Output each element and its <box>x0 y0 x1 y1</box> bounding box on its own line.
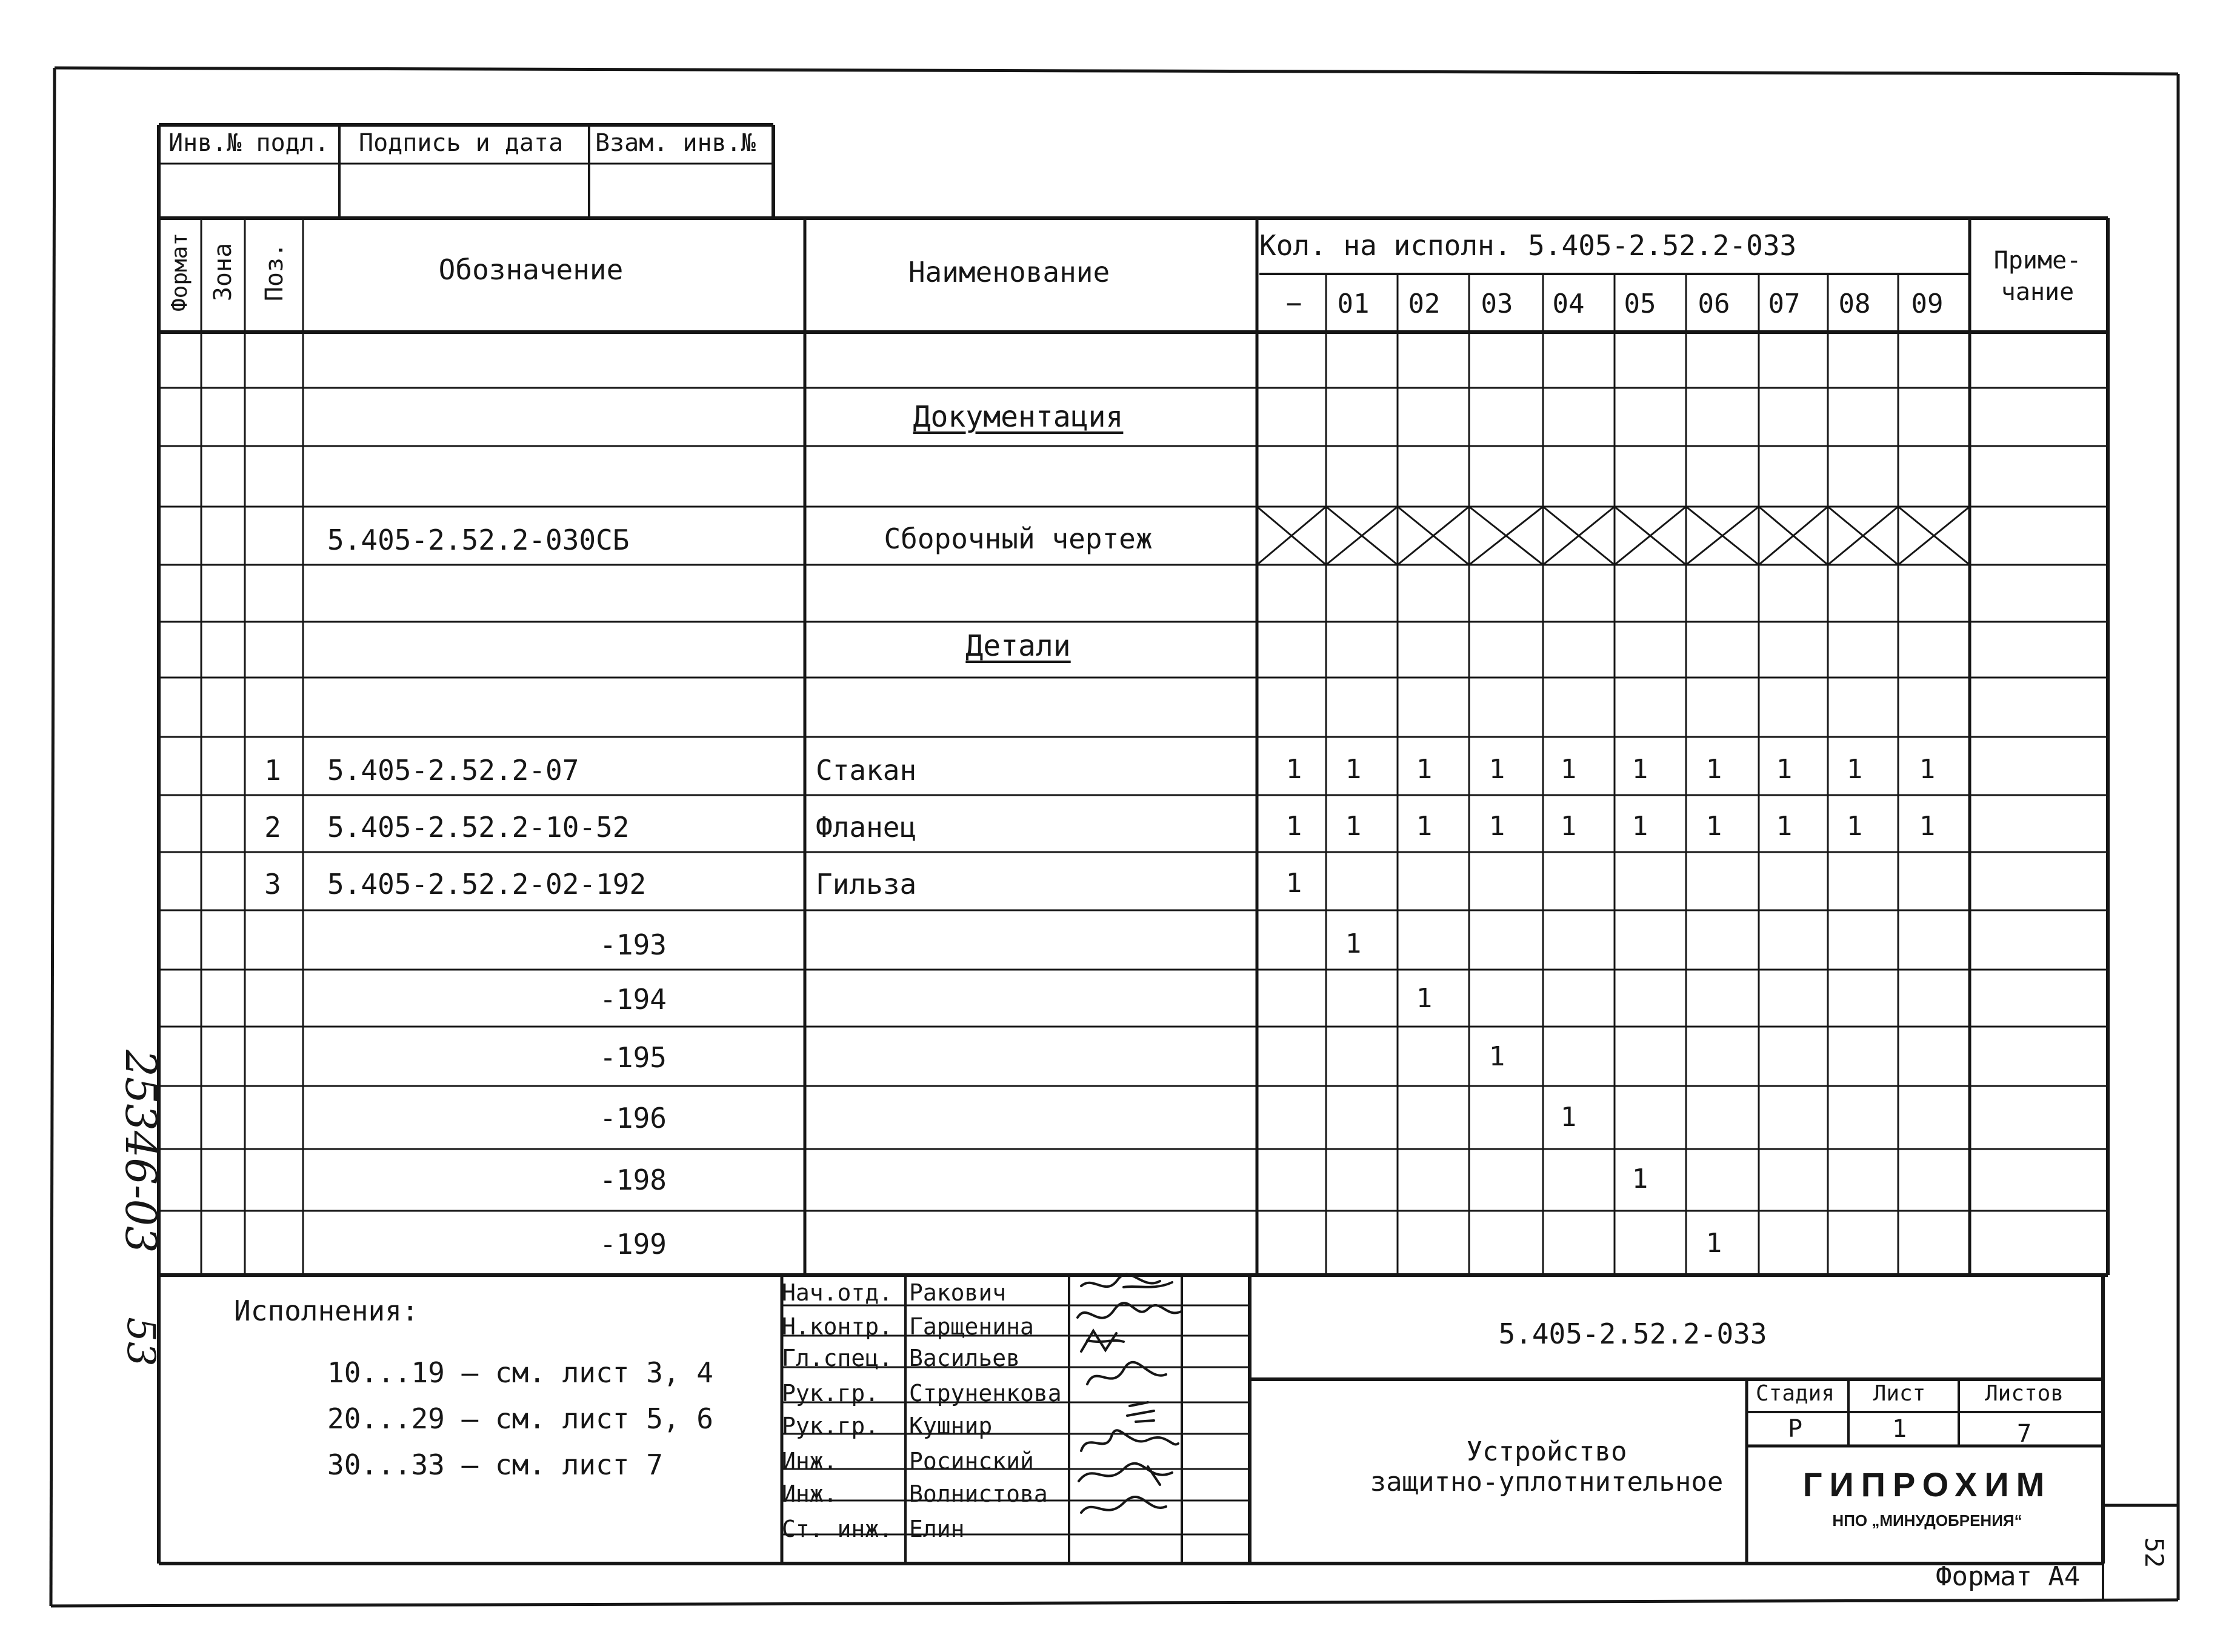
sheets-value: 7 <box>2016 1420 2032 1448</box>
row-qty: 1 <box>1919 754 1936 785</box>
col-header-designation: Обозначение <box>438 253 624 286</box>
variant-header: 04 <box>1552 288 1585 319</box>
row-qty: 1 <box>1776 811 1793 842</box>
variant-header: 03 <box>1481 288 1513 319</box>
variants-line: 30...33 – см. лист 7 <box>327 1448 663 1481</box>
row-qty: 1 <box>1631 1164 1648 1194</box>
org-subname: НПО „МИНУДОБРЕНИЯ“ <box>1832 1511 2022 1530</box>
stamp-header-replace: Взам. инв.№ <box>595 129 756 157</box>
variant-header: 07 <box>1768 288 1801 319</box>
signature-name: Гарщенина <box>909 1313 1034 1340</box>
signature-name: Струненкова <box>909 1380 1062 1407</box>
col-header-zone: Зона <box>209 242 237 302</box>
row-qty: 1 <box>1285 754 1302 785</box>
col-header-name: Наименование <box>908 256 1110 288</box>
signature-name: Кушнир <box>909 1413 993 1439</box>
row-designation: -196 <box>599 1102 667 1134</box>
row-position: 1 <box>264 754 281 787</box>
row-qty: 1 <box>1705 1228 1722 1259</box>
row-qty: 1 <box>1488 811 1505 842</box>
signature-role: Н.контр. <box>782 1313 893 1340</box>
stage-value: Р <box>1787 1415 1803 1443</box>
col-header-pos: Поз. <box>261 242 288 302</box>
signature-role: Нач.отд. <box>782 1279 893 1306</box>
row-qty: 1 <box>1560 754 1577 785</box>
signature-name: Росинский <box>909 1448 1034 1474</box>
signature-role: Рук.гр. <box>782 1413 879 1439</box>
variant-header: 02 <box>1408 288 1441 319</box>
variant-header: 01 <box>1337 288 1370 319</box>
row-designation: -198 <box>599 1164 667 1196</box>
variants-line: 10...19 – см. лист 3, 4 <box>327 1356 713 1389</box>
stamp-header-inv: Инв.№ подл. <box>168 129 329 157</box>
outer-frame <box>55 68 2178 74</box>
sheet-label: Лист <box>1873 1381 1926 1406</box>
row-qty: 1 <box>1846 754 1863 785</box>
product-name-line1: Устройство <box>1466 1436 1627 1467</box>
variants-line: 20...29 – см. лист 5, 6 <box>327 1402 713 1435</box>
row-qty: 1 <box>1416 754 1433 785</box>
col-header-note-2: чание <box>2001 278 2075 306</box>
row-qty: 1 <box>1285 811 1302 842</box>
signatures-image <box>1069 1273 1190 1557</box>
org-name: ГИПРОХИМ <box>1802 1465 2052 1504</box>
row-qty: 1 <box>1285 868 1302 899</box>
signature-role: Инж. <box>782 1480 838 1507</box>
signature-name: Волнистова <box>909 1480 1048 1507</box>
signature-role: Рук.гр. <box>782 1380 879 1407</box>
section-documentation: Документация <box>913 400 1124 434</box>
section-parts: Детали <box>965 629 1071 663</box>
row-position: 3 <box>264 868 281 901</box>
signature-role: Гл.спец. <box>782 1345 893 1371</box>
page-number-right: 52 <box>2139 1537 2169 1568</box>
signature-name: Елин <box>909 1516 965 1542</box>
row-designation: -194 <box>599 983 667 1016</box>
row-qty: 1 <box>1846 811 1863 842</box>
assembly-name: Сборочный чертеж <box>884 522 1153 555</box>
row-position: 2 <box>264 811 281 844</box>
variant-header: − <box>1285 288 1302 319</box>
col-header-qty-title: Кол. на исполн. 5.405-2.52.2-033 <box>1259 229 1797 262</box>
row-qty: 1 <box>1345 754 1362 785</box>
variant-header: 06 <box>1698 288 1730 319</box>
row-designation: -195 <box>599 1041 667 1074</box>
row-designation: 5.405-2.52.2-07 <box>327 754 579 787</box>
row-designation: 5.405-2.52.2-02-192 <box>327 868 647 901</box>
row-qty: 1 <box>1631 811 1648 842</box>
page-number-left: 53 <box>118 1317 163 1367</box>
signature-role: Ст. инж. <box>782 1516 893 1542</box>
row-qty: 1 <box>1488 754 1505 785</box>
product-name-line2: защитно-уплотнительное <box>1370 1467 1724 1497</box>
outer-frame <box>51 68 55 1606</box>
stage-label: Стадия <box>1755 1381 1835 1406</box>
col-header-format: Формат <box>167 232 192 312</box>
variants-title: Исполнения: <box>234 1294 419 1327</box>
row-qty: 1 <box>1776 754 1793 785</box>
assembly-designation: 5.405-2.52.2-030СБ <box>327 524 630 556</box>
signature-name: Васильев <box>909 1345 1021 1371</box>
row-name: Стакан <box>816 754 917 787</box>
row-name: Гильза <box>816 868 917 901</box>
variant-header: 05 <box>1624 288 1656 319</box>
row-qty: 1 <box>1488 1041 1505 1072</box>
outer-frame <box>51 1600 2178 1606</box>
row-qty: 1 <box>1631 754 1648 785</box>
row-qty: 1 <box>1345 811 1362 842</box>
format-label: Формат А4 <box>1936 1561 2081 1592</box>
col-header-note-1: Приме- <box>1993 247 2082 275</box>
sheets-label: Листов <box>1984 1381 2064 1406</box>
row-qty: 1 <box>1345 928 1362 959</box>
signature-role: Инж. <box>782 1448 838 1474</box>
signature-name: Ракович <box>909 1279 1007 1306</box>
row-qty: 1 <box>1416 811 1433 842</box>
archive-number: 25346-03 <box>116 1050 165 1253</box>
row-designation: -193 <box>599 928 667 961</box>
row-qty: 1 <box>1416 983 1433 1014</box>
variant-header: 08 <box>1838 288 1871 319</box>
row-qty: 1 <box>1919 811 1936 842</box>
row-designation: 5.405-2.52.2-10-52 <box>327 811 630 844</box>
row-qty: 1 <box>1560 1102 1577 1133</box>
variant-header: 09 <box>1911 288 1944 319</box>
row-qty: 1 <box>1705 754 1722 785</box>
title-code: 5.405-2.52.2-033 <box>1498 1317 1767 1350</box>
row-qty: 1 <box>1705 811 1722 842</box>
row-designation: -199 <box>599 1228 667 1261</box>
row-qty: 1 <box>1560 811 1577 842</box>
stamp-header-signature: Подпись и дата <box>359 129 564 157</box>
sheet-value: 1 <box>1891 1415 1907 1443</box>
row-name: Фланец <box>816 811 917 844</box>
